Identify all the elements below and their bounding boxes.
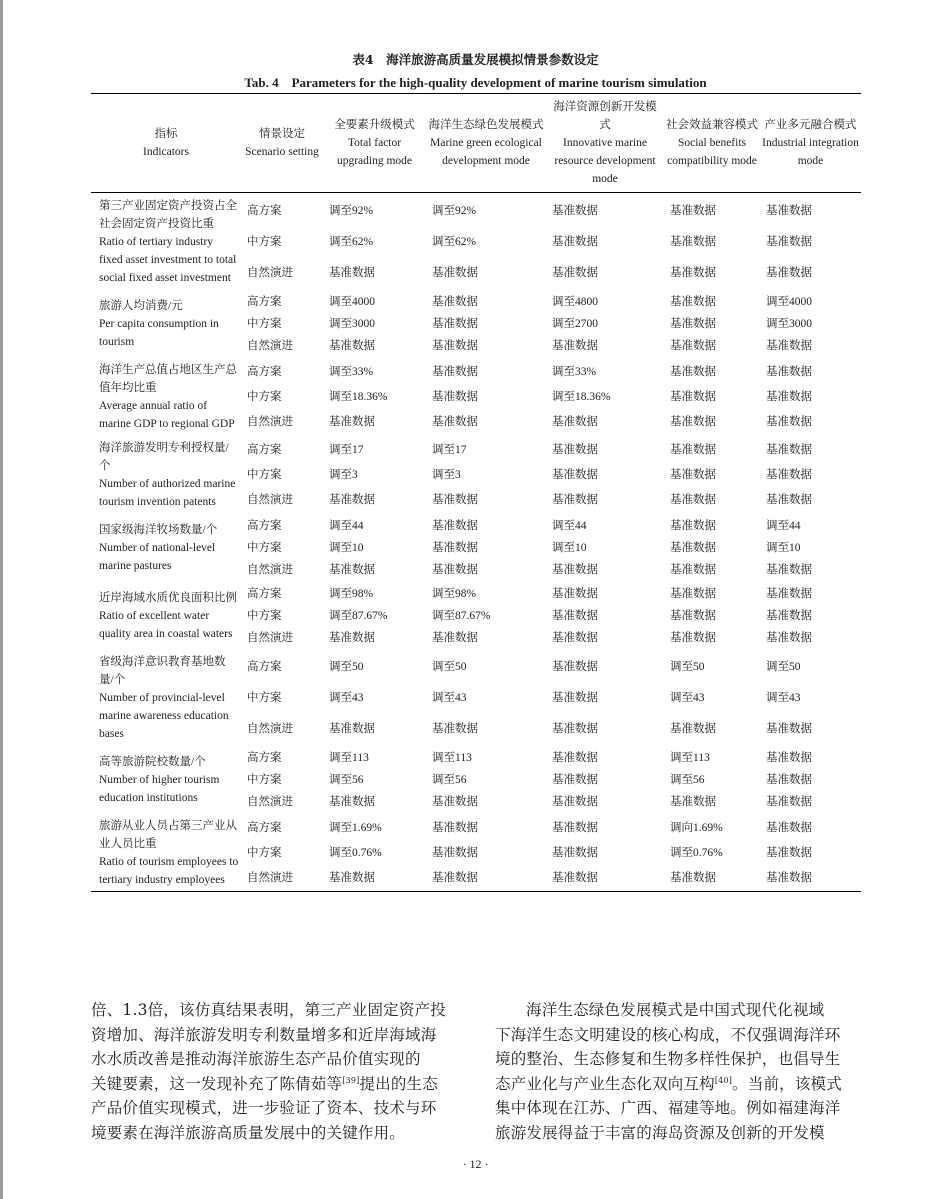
table-cell: 调至0.76% xyxy=(670,847,723,860)
table-cell: 基准数据 xyxy=(552,660,598,673)
table-cell: 基准数据 xyxy=(552,469,598,482)
indicator-name-cn: 国家级海洋牧场数量/个 xyxy=(99,524,218,536)
column-header-cn: 指标 xyxy=(154,128,178,140)
table-cell: 调至50 xyxy=(329,660,364,673)
table-cell: 调至17 xyxy=(432,443,467,456)
indicator-name-en: Number of provincial-level marine awareness education bases xyxy=(99,692,229,740)
table-caption-cn: 表4 海洋旅游高质量发展模拟情景参数设定 xyxy=(352,52,599,67)
table-cell: 基准数据 xyxy=(766,796,812,808)
table-cell: 调至10 xyxy=(766,542,801,554)
indicator-name-cn: 近岸海域水质优良面积比例 xyxy=(99,592,237,604)
table-cell: 基准数据 xyxy=(766,723,812,736)
text-run: 提出的生态 xyxy=(359,1074,438,1093)
indicator-name-cn: 海洋生产总值占地区生产总值年均比重 xyxy=(99,364,237,394)
table-cell: 基准数据 xyxy=(670,632,716,644)
body-paragraph-left xyxy=(91,998,459,1145)
table-cell: 调至33% xyxy=(329,365,374,378)
table-cell: 调至3000 xyxy=(329,318,375,330)
text-line: 集中体现在江苏、广西、福建等地。例如福建海洋 xyxy=(495,1099,841,1117)
table-cell: 基准数据 xyxy=(432,520,478,532)
column-header-en: Social benefits compatibility mode xyxy=(667,137,757,167)
table-row xyxy=(91,813,861,841)
table-row xyxy=(91,649,861,683)
table-cell: 基准数据 xyxy=(552,752,598,764)
table-body xyxy=(91,193,861,892)
text-line xyxy=(91,1072,459,1097)
table-cell: 基准数据 xyxy=(552,723,598,736)
scenario-cell: 中方案 xyxy=(247,318,282,330)
scenario-cell: 自然演进 xyxy=(247,723,293,736)
scenario-cell: 自然演进 xyxy=(247,340,293,352)
table-cell: 基准数据 xyxy=(670,236,716,249)
table-caption-en: Tab. 4 Parameters for the high-quality development of marine tourism simulation xyxy=(244,75,707,90)
table-cell: 基准数据 xyxy=(552,267,598,280)
table-cell: 基准数据 xyxy=(329,340,375,352)
scenario-cell: 高方案 xyxy=(247,443,282,456)
table-cell: 基准数据 xyxy=(766,416,812,429)
citation-ref: [40] xyxy=(714,1075,733,1085)
table-cell: 基准数据 xyxy=(329,564,375,576)
table-cell: 调至43 xyxy=(329,692,364,705)
text-line: 境要素在海洋旅游高质量发展中的关键作用。 xyxy=(91,1123,406,1142)
indicator-name-en: Ratio of tourism employees to tertiary industry employees xyxy=(99,856,239,886)
table-cell: 基准数据 xyxy=(552,610,598,622)
table-row xyxy=(91,357,861,385)
table-cell: 调至44 xyxy=(766,520,801,532)
text-run: 态产业化与产业生态化双向互构 xyxy=(495,1074,715,1093)
indicator-name-cn: 高等旅游院校数量/个 xyxy=(99,756,206,768)
scenario-cell: 高方案 xyxy=(247,588,282,600)
indicator-name-en: Number of authorized marine tourism invention patents xyxy=(99,478,236,508)
table-cell: 调至113 xyxy=(329,752,369,764)
table-cell: 调至0.76% xyxy=(329,847,382,860)
table-cell: 调至62% xyxy=(329,236,374,249)
table-cell: 调至43 xyxy=(432,692,467,705)
scenario-cell: 自然演进 xyxy=(247,494,293,507)
table-cell: 基准数据 xyxy=(329,416,375,429)
table-cell: 调至92% xyxy=(329,205,374,217)
table-cell: 基准数据 xyxy=(432,267,478,280)
column-header xyxy=(426,94,546,193)
text-line: 海洋生态绿色发展模式是中国式现代化视域 xyxy=(526,1001,825,1019)
column-header xyxy=(760,94,861,193)
table-cell: 基准数据 xyxy=(552,821,598,834)
column-header xyxy=(323,94,426,193)
scenario-cell: 自然演进 xyxy=(247,632,293,644)
table-cell: 基准数据 xyxy=(552,494,598,507)
table-cell: 基准数据 xyxy=(766,774,812,786)
table-cell: 基准数据 xyxy=(432,296,478,308)
table-cell: 基准数据 xyxy=(766,821,812,834)
text-line: 倍、1.3倍，该仿真结果表明，第三产业固定资产投 xyxy=(91,1001,446,1019)
table-cell: 调至17 xyxy=(329,443,364,456)
table-cell: 基准数据 xyxy=(766,365,812,378)
table-cell: 基准数据 xyxy=(766,236,812,249)
scenario-cell: 自然演进 xyxy=(247,267,293,280)
column-header-en: Industrial integration mode xyxy=(762,137,859,167)
table-cell: 调至18.36% xyxy=(552,391,611,404)
indicator-cell xyxy=(91,435,241,513)
column-header-en: Innovative marine resource development mode xyxy=(554,137,656,185)
table-cell: 基准数据 xyxy=(766,847,812,860)
column-header-cn: 社会效益兼容模式 xyxy=(666,119,758,131)
scenario-cell: 中方案 xyxy=(247,610,282,622)
column-header-cn: 情景设定 xyxy=(259,128,305,140)
table-row xyxy=(91,289,861,313)
indicator-cell xyxy=(91,581,241,649)
table-cell: 基准数据 xyxy=(552,340,598,352)
scenario-cell: 中方案 xyxy=(247,774,282,786)
table-cell: 基准数据 xyxy=(670,588,716,600)
scenario-cell: 高方案 xyxy=(247,205,282,217)
column-header-cn: 海洋资源创新开发模式 xyxy=(553,101,657,131)
text-line xyxy=(495,1072,863,1097)
table-cell: 基准数据 xyxy=(766,588,812,600)
table-cell: 基准数据 xyxy=(670,443,716,456)
table-cell: 基准数据 xyxy=(766,267,812,280)
table-cell: 基准数据 xyxy=(552,692,598,705)
table-row xyxy=(91,513,861,537)
table-cell: 调至92% xyxy=(432,205,477,217)
scenario-cell: 中方案 xyxy=(247,236,282,249)
table-cell: 调至1.69% xyxy=(329,821,382,834)
table-cell: 调至3 xyxy=(432,469,461,482)
table-cell: 调至43 xyxy=(766,692,801,705)
indicator-cell xyxy=(91,745,241,813)
indicator-name-cn: 第三产业固定资产投资占全社会固定资产投资比重 xyxy=(99,200,237,230)
text-line: 境的整治、生态修复和生物多样性保护，也倡导生 xyxy=(495,1050,841,1068)
indicator-name-en: Ratio of tertiary industry fixed asset investment to total social fixed asset investment xyxy=(99,236,237,284)
table-cell: 基准数据 xyxy=(670,318,716,330)
table-row xyxy=(91,435,861,463)
table-cell: 基准数据 xyxy=(670,494,716,507)
scenario-cell: 中方案 xyxy=(247,692,282,705)
table-cell: 基准数据 xyxy=(432,416,478,429)
text-run: 关键要素，这一发现补充了陈倩茹等 xyxy=(91,1074,343,1093)
table-cell: 基准数据 xyxy=(766,632,812,644)
table-cell: 基准数据 xyxy=(432,391,478,404)
table-cell: 基准数据 xyxy=(432,872,478,885)
table-row xyxy=(91,581,861,605)
indicator-cell xyxy=(91,357,241,435)
table-cell: 基准数据 xyxy=(670,296,716,308)
text-line: 产品价值实现模式，进一步验证了资本、技术与环 xyxy=(91,1099,437,1117)
indicator-name-en: Number of higher tourism education institutions xyxy=(99,774,220,804)
table-cell: 基准数据 xyxy=(329,796,375,808)
indicator-cell xyxy=(91,813,241,892)
scenario-cell: 中方案 xyxy=(247,542,282,554)
table-cell: 基准数据 xyxy=(552,588,598,600)
table-cell: 基准数据 xyxy=(432,632,478,644)
scenario-cell: 中方案 xyxy=(247,391,282,404)
table-cell: 基准数据 xyxy=(670,796,716,808)
table-cell: 调至50 xyxy=(766,660,801,673)
table-cell: 基准数据 xyxy=(670,469,716,482)
table-cell: 基准数据 xyxy=(329,494,375,507)
table-cell: 调向1.69% xyxy=(670,821,723,834)
scenario-cell: 自然演进 xyxy=(247,872,293,885)
table-cell: 调至4000 xyxy=(766,296,812,308)
table-cell: 基准数据 xyxy=(766,205,812,217)
table-cell: 基准数据 xyxy=(552,796,598,808)
table-cell: 调至113 xyxy=(432,752,472,764)
table-cell: 基准数据 xyxy=(552,416,598,429)
column-header-en: Indicators xyxy=(143,146,189,158)
table-cell: 基准数据 xyxy=(766,469,812,482)
parameters-table xyxy=(91,93,861,892)
table-row xyxy=(91,193,861,228)
scenario-cell: 中方案 xyxy=(247,847,282,860)
table-cell: 基准数据 xyxy=(552,205,598,217)
indicator-cell xyxy=(91,289,241,357)
table-cell: 调至62% xyxy=(432,236,477,249)
column-header xyxy=(241,94,323,193)
table-cell: 调至50 xyxy=(670,660,705,673)
table-row xyxy=(91,745,861,769)
scenario-cell: 高方案 xyxy=(247,752,282,764)
table-cell: 调至87.67% xyxy=(329,610,388,622)
table-cell: 调至56 xyxy=(670,774,705,786)
table-cell: 基准数据 xyxy=(552,564,598,576)
table-cell: 基准数据 xyxy=(766,391,812,404)
indicator-cell xyxy=(91,649,241,745)
table-cell: 基准数据 xyxy=(670,872,716,885)
table-cell: 基准数据 xyxy=(670,610,716,622)
scenario-cell: 高方案 xyxy=(247,821,282,834)
indicator-name-cn: 旅游人均消费/元 xyxy=(99,300,183,312)
table-cell: 基准数据 xyxy=(432,340,478,352)
table-cell: 基准数据 xyxy=(670,340,716,352)
table-cell: 基准数据 xyxy=(432,723,478,736)
table-cell: 调至3 xyxy=(329,469,358,482)
table-cell: 调至98% xyxy=(432,588,477,600)
table-cell: 基准数据 xyxy=(432,365,478,378)
indicator-name-cn: 省级海洋意识教育基地数量/个 xyxy=(99,656,226,686)
citation-ref: [39] xyxy=(342,1075,360,1085)
table-cell: 基准数据 xyxy=(432,847,478,860)
table-cell: 调至87.67% xyxy=(432,610,491,622)
scenario-cell: 高方案 xyxy=(247,520,282,532)
text-line: 水水质改善是推动海洋旅游生态产品价值实现的 xyxy=(91,1050,421,1068)
table-cell: 调至10 xyxy=(329,542,364,554)
table-header xyxy=(91,94,861,193)
page-edge-rule xyxy=(0,0,3,1199)
table-cell: 基准数据 xyxy=(670,542,716,554)
table-cell: 基准数据 xyxy=(766,752,812,764)
text-run: 。当前，该模式 xyxy=(732,1074,842,1093)
table-cell: 基准数据 xyxy=(766,610,812,622)
table-cell: 基准数据 xyxy=(670,723,716,736)
scenario-cell: 高方案 xyxy=(247,296,282,308)
table-cell: 调至98% xyxy=(329,588,374,600)
indicator-name-cn: 海洋旅游发明专利授权量/个 xyxy=(99,442,229,472)
table-cell: 基准数据 xyxy=(552,847,598,860)
body-paragraph-right xyxy=(495,998,863,1145)
table-cell: 调至33% xyxy=(552,365,597,378)
table-cell: 基准数据 xyxy=(432,494,478,507)
table-cell: 基准数据 xyxy=(766,494,812,507)
table-cell: 调至113 xyxy=(670,752,710,764)
table-cell: 基准数据 xyxy=(552,774,598,786)
column-header-cn: 全要素升级模式 xyxy=(334,119,415,131)
table-cell: 基准数据 xyxy=(329,267,375,280)
scenario-cell: 自然演进 xyxy=(247,416,293,429)
column-header xyxy=(664,94,760,193)
table-cell: 基准数据 xyxy=(670,520,716,532)
text-line: 旅游发展得益于丰富的海岛资源及创新的开发模 xyxy=(495,1123,825,1142)
table-cell: 基准数据 xyxy=(432,821,478,834)
table-cell: 调至56 xyxy=(329,774,364,786)
table-cell: 调至44 xyxy=(329,520,364,532)
indicator-name-en: Per capita consumption in tourism xyxy=(99,318,219,348)
table-cell: 基准数据 xyxy=(432,796,478,808)
column-header-en: Scenario setting xyxy=(245,146,319,158)
indicator-cell xyxy=(91,193,241,290)
column-header-en: Marine green ecological development mode xyxy=(430,137,542,167)
table-cell: 基准数据 xyxy=(329,632,375,644)
page-number: · 12 · xyxy=(462,1157,489,1171)
table-cell: 基准数据 xyxy=(552,632,598,644)
table-cell: 调至50 xyxy=(432,660,467,673)
table-cell: 基准数据 xyxy=(670,365,716,378)
scenario-cell: 高方案 xyxy=(247,365,282,378)
table-cell: 基准数据 xyxy=(552,872,598,885)
indicator-cell xyxy=(91,513,241,581)
column-header-cn: 产业多元融合模式 xyxy=(764,119,857,131)
table-cell: 调至3000 xyxy=(766,318,812,330)
table-cell: 调至10 xyxy=(552,542,587,554)
table-cell: 基准数据 xyxy=(670,391,716,404)
scenario-cell: 高方案 xyxy=(247,660,282,673)
column-header-en: Total factor upgrading mode xyxy=(336,137,413,167)
indicator-name-en: Ratio of excellent water quality area in coastal waters xyxy=(99,610,233,640)
table-cell: 调至4000 xyxy=(329,296,375,308)
scenario-cell: 自然演进 xyxy=(247,564,293,576)
table-cell: 基准数据 xyxy=(432,564,478,576)
column-header xyxy=(91,94,241,193)
table-cell: 基准数据 xyxy=(766,340,812,352)
table-cell: 调至43 xyxy=(670,692,705,705)
table-cell: 基准数据 xyxy=(432,542,478,554)
column-header xyxy=(546,94,664,193)
table-cell: 调至18.36% xyxy=(329,391,388,404)
scenario-cell: 自然演进 xyxy=(247,796,293,808)
table-cell: 基准数据 xyxy=(766,872,812,885)
table-cell: 基准数据 xyxy=(670,416,716,429)
indicator-name-en: Average annual ratio of marine GDP to regional GDP xyxy=(99,400,235,430)
scenario-cell: 中方案 xyxy=(247,469,282,482)
column-header-cn: 海洋生态绿色发展模式 xyxy=(428,119,544,131)
table-cell: 基准数据 xyxy=(329,723,375,736)
table-cell: 基准数据 xyxy=(766,443,812,456)
text-line: 下海洋生态文明建设的核心构成，不仅强调海洋环 xyxy=(495,1025,841,1044)
text-line: 资增加、海洋旅游发明专利数量增多和近岸海域海 xyxy=(91,1025,437,1044)
table-cell: 调至56 xyxy=(432,774,467,786)
table-cell: 基准数据 xyxy=(670,564,716,576)
table-cell: 基准数据 xyxy=(670,267,716,280)
table-cell: 基准数据 xyxy=(552,236,598,249)
table-cell: 基准数据 xyxy=(766,564,812,576)
table-cell: 基准数据 xyxy=(670,205,716,217)
table-cell: 基准数据 xyxy=(552,443,598,456)
table-cell: 基准数据 xyxy=(329,872,375,885)
indicator-name-cn: 旅游从业人员占第三产业从业人员比重 xyxy=(99,820,237,850)
table-cell: 调至4800 xyxy=(552,296,598,308)
table-cell: 调至44 xyxy=(552,520,587,532)
table-cell: 基准数据 xyxy=(432,318,478,330)
indicator-name-en: Number of national-level marine pastures xyxy=(99,542,216,572)
table-cell: 调至2700 xyxy=(552,318,598,330)
